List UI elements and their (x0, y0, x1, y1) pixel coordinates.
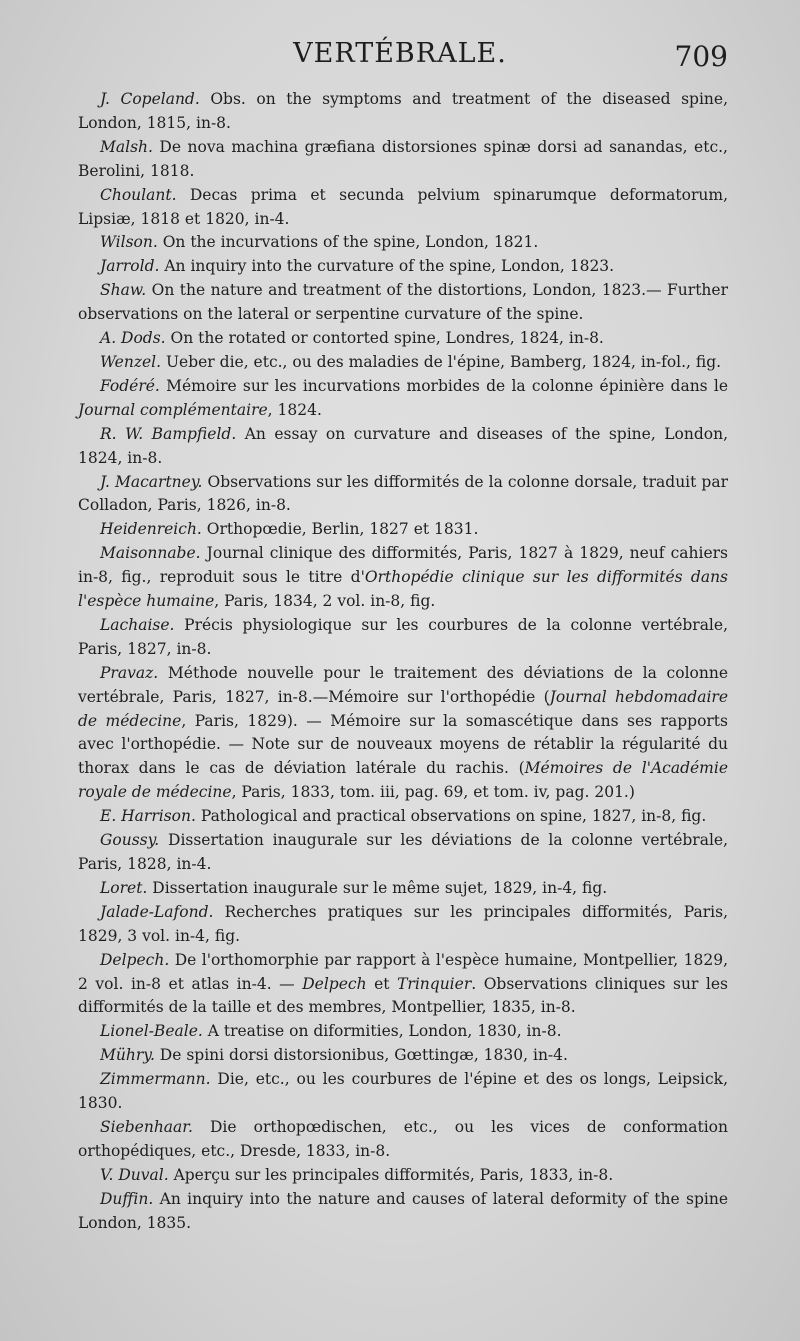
entry-text: De nova machina græfiana distorsiones spinæ dorsi ad sanandas, etc., Berolini, 1818. (78, 137, 728, 180)
entry-text: De spini dorsi distorsionibus, Gœttingæ, 1830, in-4. (154, 1046, 568, 1065)
entry-italic-title: Orthopédie clinique sur les difformités dans l'espèce humaine (78, 568, 729, 611)
entry-text-tail: , 1824. (267, 400, 322, 419)
entry-text: Recherches pratiques sur les principales difformités, Paris, 1829, 3 vol. in-4, fig. (78, 902, 728, 945)
bibliography-entry (78, 423, 728, 471)
entry-author: Wenzel. (100, 352, 162, 371)
entry-italic-title: Mémoires de l'Académie royale de médecine (78, 759, 728, 802)
entry-author: Zimmermann. (100, 1070, 211, 1089)
bibliography-entry (78, 614, 728, 662)
bibliography-entry (78, 877, 728, 901)
entry-author: Maisonnabe. (100, 544, 201, 563)
entry-author: Malsh. (100, 137, 153, 156)
entry-author: V. Duval. (100, 1165, 169, 1184)
entry-italic-title: Journal complémentaire (78, 400, 268, 419)
entry-text: Journal clinique des difformités, Paris, 1827 à 1829, neuf cahiers in-8, fig., reproduit sous le titre d' (78, 544, 728, 587)
bibliography-entry (78, 327, 728, 351)
entry-author: Mühry. (100, 1046, 155, 1065)
entry-author: Lachaise. (100, 615, 175, 634)
bibliography-entry (78, 518, 728, 542)
entry-author: Lionel-Beale. (100, 1022, 203, 1041)
entry-text: Méthode nouvelle pour le traitement des déviations de la colonne vertébrale, Paris, 1827, in-8.—Mémoire sur l'orthopédie ( (78, 663, 728, 706)
entry-italic-title: Journal hebdomadaire de médecine (78, 687, 728, 730)
entry-author: Jalade-Lafond. (100, 902, 214, 921)
entry-text: An inquiry into the curvature of the spine, London, 1823. (159, 257, 615, 276)
entry-author: Heidenreich. (100, 520, 202, 539)
entry-text: Dissertation inaugurale sur le même sujet, 1829, in-4, fig. (147, 878, 608, 897)
entry-author: Siebenhaar. (100, 1117, 193, 1136)
entry-text: Dissertation inaugurale sur les déviations de la colonne vertébrale, Paris, 1828, in-4. (78, 831, 728, 873)
entry-text: On the nature and treatment of the distortions, London, 1823.— Further observations on the lateral or serpentine curvature of the spine. (78, 281, 728, 324)
bibliography-entry (78, 184, 728, 232)
page-header (0, 38, 800, 78)
bibliography-entry (78, 542, 728, 614)
entry-author: Duffin. (100, 1189, 154, 1208)
entry-text: A treatise on diformities, London, 1830, in-8. (202, 1022, 562, 1041)
entry-text-tail: , Paris, 1834, 2 vol. in-8, fig. (214, 592, 436, 611)
entry-text: Decas prima et secunda pelvium spinarumque deformatorum, Lipsiæ, 1818 et 1820, in-4. (78, 185, 728, 228)
entry-author: Goussy. (100, 831, 160, 850)
entry-text: Die, etc., ou les courbures de l'épine et des os longs, Leipsick, 1830. (78, 1070, 728, 1113)
entry-text: Obs. on the symptoms and treatment of the diseased spine, London, 1815, in-8. (78, 90, 729, 132)
entry-text: An essay on curvature and diseases of the spine, London, 1824, in-8. (78, 424, 729, 467)
entry-author: E. Harrison. (100, 807, 196, 826)
bibliography-entry (78, 136, 728, 184)
entry-author: J. Macartney. (100, 472, 203, 491)
bibliography-entry (78, 255, 728, 279)
bibliography-entry (78, 662, 728, 805)
entry-author: Wilson. (100, 233, 158, 252)
bibliography-entry (78, 375, 728, 423)
entry-author: R. W. Bampfield. (100, 424, 237, 443)
entry-text: Pathological and practical observations on spine, 1827, in-8, fig. (195, 807, 707, 826)
entry-italic-title: Trinquier (397, 974, 472, 993)
bibliography-entry (78, 88, 728, 136)
entry-author: Loret. (100, 878, 148, 897)
bibliography-entry (78, 949, 728, 1021)
entry-text-tail: , Paris, 1833, tom. iii, pag. 69, et tom. iv, pag. 201.) (231, 783, 635, 802)
bibliography-entry (78, 805, 728, 829)
bibliography-entry (78, 829, 728, 877)
entry-author: Delpech. (100, 950, 170, 969)
entry-text: Mémoire sur les incurvations morbides de la colonne épinière dans le (159, 376, 728, 395)
bibliography-entry (78, 1164, 728, 1188)
entry-text: Précis physiologique sur les courbures de la colonne vertébrale, Paris, 1827, in-8. (78, 615, 728, 658)
entry-text-tail: et (366, 974, 398, 993)
entry-text-tail: . Observations cliniques sur les difformités de la taille et des membres, Montpellier, 1835, in-8. (78, 974, 728, 1017)
entry-text: Die orthopœdischen, etc., ou les vices de conformation orthopédiques, etc., Dresde, 1833, in-8. (78, 1117, 728, 1160)
entry-text: An inquiry into the nature and causes of lateral deformity of the spine London, 1835. (78, 1189, 728, 1232)
bibliography-entry (78, 231, 728, 255)
bibliography-entry (78, 901, 728, 949)
entry-text: De l'orthomorphie par rapport à l'espèce humaine, Montpellier, 1829, 2 vol. in-8 et atlas in-4. — (78, 950, 728, 993)
entry-author: Fodéré. (100, 376, 160, 395)
entry-author: Pravaz. (100, 663, 159, 682)
bibliography-entry (78, 1020, 728, 1044)
bibliography-entry (78, 1116, 728, 1164)
page-number: 709 (674, 40, 728, 73)
entry-author: Choulant. (100, 185, 177, 204)
entry-text: On the incurvations of the spine, London, 1821. (157, 233, 539, 252)
bibliography-entry (78, 279, 728, 327)
bibliography-entry (78, 1068, 728, 1116)
entry-author: Jarrold. (100, 257, 160, 276)
bibliography-entry (78, 1188, 728, 1236)
entry-text-tail: , Paris, 1829). — Mémoire sur la somascétique dans ses rapports avec l'orthopédie. — Note sur de nouveaux moyens de rétablir la régularité du thorax dans le cas de déviation latérale du rachis. ( (78, 711, 728, 778)
entry-text: Ueber die, etc., ou des maladies de l'épine, Bamberg, 1824, in-fol., fig. (161, 352, 722, 371)
bibliography-list (78, 88, 728, 1236)
bibliography-entry (78, 351, 728, 375)
entry-text: On the rotated or contorted spine, Londres, 1824, in-8. (165, 329, 604, 348)
entry-text: Orthopœdie, Berlin, 1827 et 1831. (201, 520, 479, 539)
entry-author: Shaw. (100, 281, 147, 300)
entry-author: A. Dods. (100, 329, 166, 348)
entry-author: J. Copeland. (100, 90, 200, 108)
running-title: VERTÉBRALE. (293, 38, 507, 69)
entry-text: Observations sur les difformités de la colonne dorsale, traduit par Colladon, Paris, 1826, in-8. (78, 472, 729, 515)
entry-italic-title: Delpech (302, 974, 367, 993)
bibliography-entry (78, 1044, 728, 1068)
entry-text: Aperçu sur les principales difformités, Paris, 1833, in-8. (168, 1165, 614, 1184)
bibliography-entry (78, 471, 728, 519)
